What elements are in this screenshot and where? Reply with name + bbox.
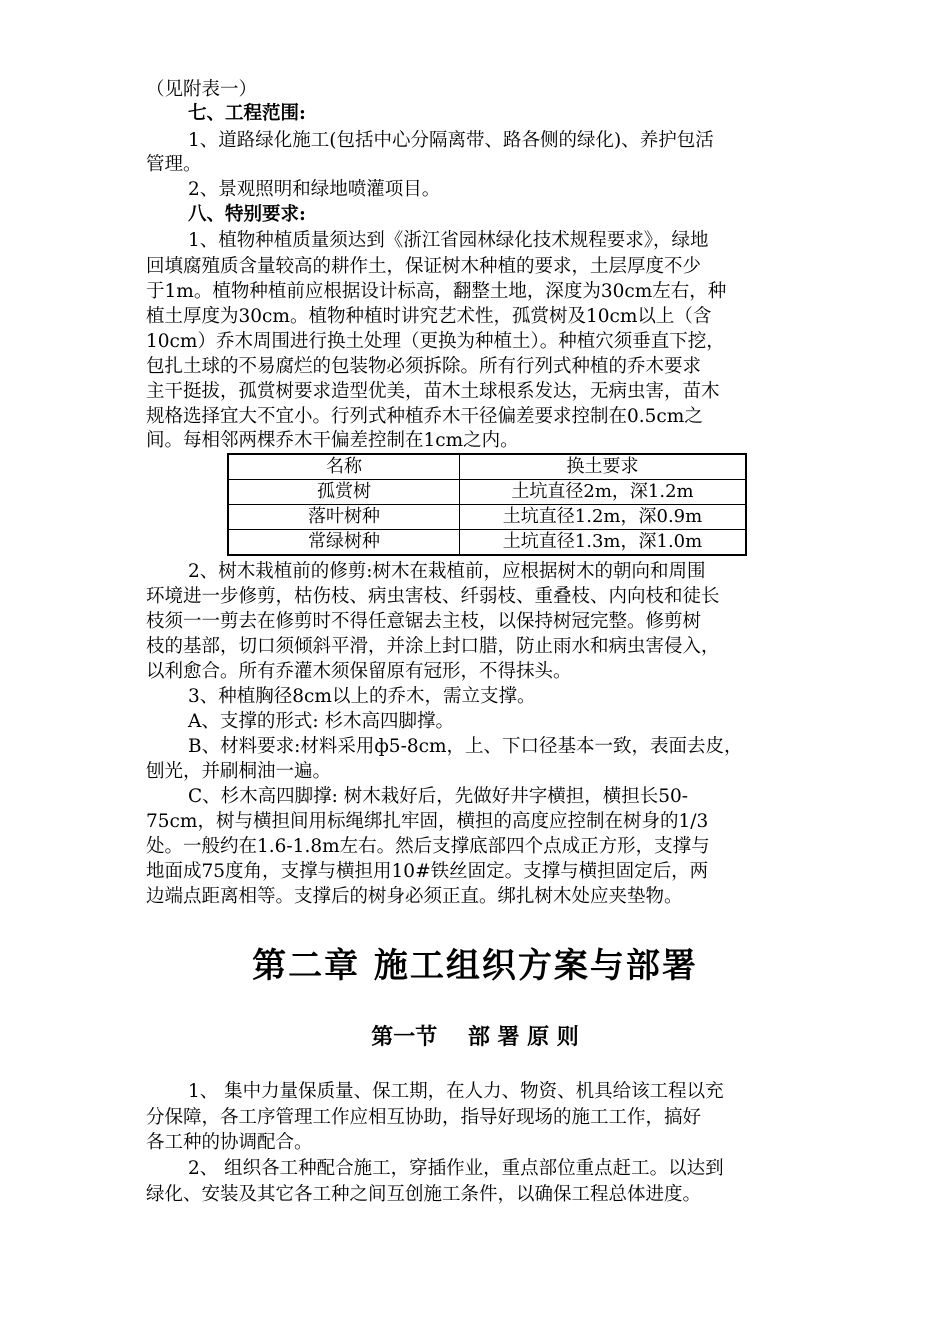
text-line: 间。每相邻两棵乔木干偏差控制在1cm之内。: [146, 430, 519, 451]
table-row: [228, 530, 746, 556]
section-title: 第一节 部 署 原 则: [371, 1024, 579, 1050]
text-line: 植土厚度为30cm。植物种植时讲究艺术性，孤赏树及10cm以上（含: [146, 306, 712, 327]
text-line: 2、树木栽植前的修剪:树木在栽植前，应根据树木的朝向和周围: [188, 561, 706, 582]
text-line: 处。一般约在1.6-1.8m左右。然后支撑底部四个点成正方形，支撑与: [146, 836, 710, 857]
table-cell: 孤赏树: [228, 480, 460, 505]
text-line: 分保障，各工序管理工作应相互协助，指导好现场的施工工作，搞好: [146, 1107, 702, 1128]
table-cell: 土坑直径1.2m，深0.9m: [460, 505, 747, 530]
soil-replacement-table: [227, 453, 747, 556]
text-line: 于1m。植物种植前应根据设计标高，翻整土地，深度为30cm左右，种: [146, 281, 727, 302]
text-line: 10cm）乔木周围进行换土处理（更换为种植土）。种植穴须垂直下挖，: [146, 331, 725, 352]
text-line: 规格选择宜大不宜小。行列式种植乔木干径偏差要求控制在0.5cm之: [146, 406, 703, 427]
text-line: 包扎土球的不易腐烂的包装物必须拆除。所有行列式种植的乔木要求: [146, 356, 702, 377]
text-line: 1、 集中力量保质量、保工期，在人力、物资、机具给该工程以充: [188, 1081, 724, 1102]
text-line: 以利愈合。所有乔灌木须保留原有冠形，不得抹头。: [146, 661, 572, 682]
text-line: 管理。: [146, 154, 202, 175]
text-line: B、材料要求:材料采用ф5-8cm，上、下口径基本一致，表面去皮，: [188, 736, 743, 757]
table-cell: 土坑直径2m，深1.2m: [460, 480, 747, 505]
text-line: 枝的基部，切口须倾斜平滑，并涂上封口腊，防止雨水和病虫害侵入，: [146, 636, 720, 657]
table-row: [228, 480, 746, 505]
text-line: 刨光，并刷桐油一遍。: [146, 761, 332, 782]
table-cell: 土坑直径1.3m，深1.0m: [460, 530, 747, 556]
text-line: A、支撑的形式: 杉木高四脚撑。: [188, 711, 454, 732]
text-line: 3、种植胸径8cm以上的乔木，需立支撑。: [188, 686, 536, 707]
text-line: 回填腐殖质含量较高的耕作土，保证树木种植的要求，土层厚度不少: [146, 256, 702, 277]
text-line: 1、植物种植质量须达到《浙江省园林绿化技术规程要求》，绿地: [188, 230, 709, 251]
table-cell: 常绿树种: [228, 530, 460, 556]
text-line: 1、道路绿化施工(包括中心分隔离带、路各侧的绿化)、养护包活: [188, 130, 714, 151]
table-header-name: 名称: [228, 454, 460, 480]
text-line: 各工种的协调配合。: [146, 1132, 313, 1153]
text-line: 主干挺拔，孤赏树要求造型优美，苗木土球根系发达，无病虫害，苗木: [146, 381, 720, 402]
table-header-row: [228, 454, 746, 480]
text-line: C、杉木高四脚撑: 树木栽好后，先做好井字横担，横担长50-: [188, 786, 689, 807]
text-line: 2、 组织各工种配合施工，穿插作业，重点部位重点赶工。以达到: [188, 1158, 724, 1179]
text-line: 2、景观照明和绿地喷灌项目。: [188, 179, 441, 200]
text-line: 环境进一步修剪，枯伤枝、病虫害枝、纤弱枝、重叠枝、内向枝和徒长: [146, 586, 720, 607]
table-header-requirement: 换土要求: [460, 454, 747, 480]
text-line: 地面成75度角，支撑与横担用10#铁丝固定。支撑与横担固定后，两: [146, 861, 709, 882]
text-line: 75cm，树与横担间用标绳绑扎牢固，横担的高度应控制在树身的1/3: [146, 811, 709, 832]
table-cell: 落叶树种: [228, 505, 460, 530]
text-line: 枝须一一剪去在修剪时不得任意锯去主枝，以保持树冠完整。修剪树: [146, 611, 702, 632]
text-line: （见附表一）: [146, 79, 258, 100]
heading-scope: 七、工程范围:: [188, 103, 306, 124]
table-row: [228, 505, 746, 530]
text-line: 绿化、安装及其它各工种之间互创施工条件，以确保工程总体进度。: [146, 1184, 702, 1205]
text-line: 边端点距离相等。支撑后的树身必须正直。绑扎树木处应夹垫物。: [146, 886, 683, 907]
heading-special-requirements: 八、特别要求:: [188, 204, 306, 225]
chapter-title: 第二章 施工组织方案与部署: [252, 946, 698, 986]
